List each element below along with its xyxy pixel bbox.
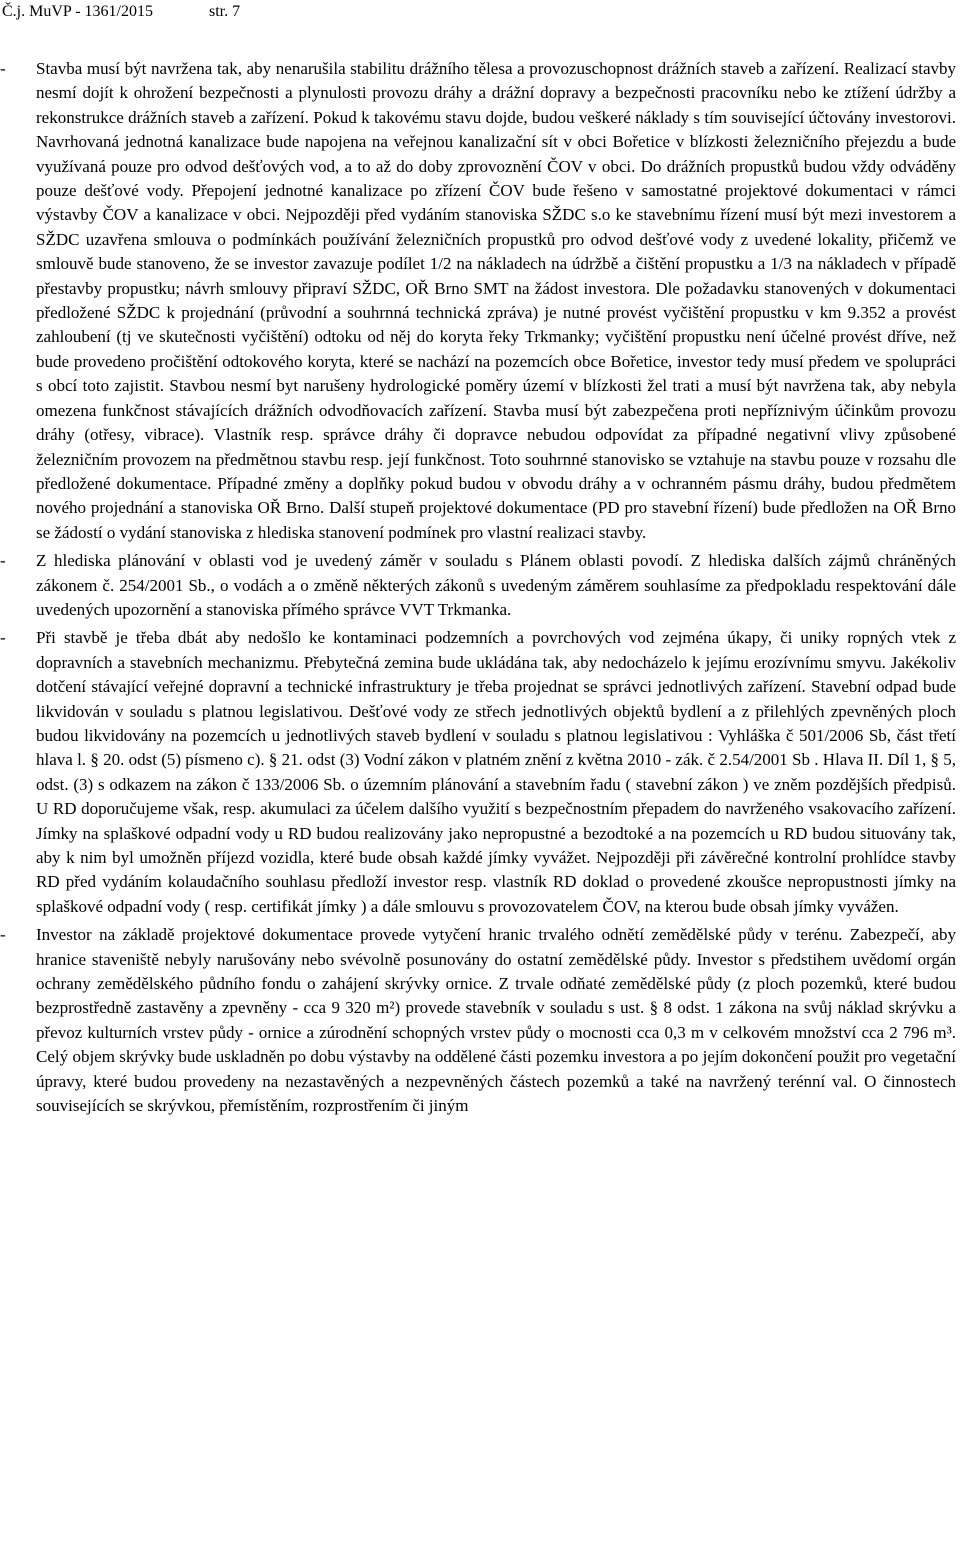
list-item xyxy=(0,923,960,1118)
list-item xyxy=(0,549,960,622)
page-number: str. 7 xyxy=(208,3,241,20)
paragraph: Investor na základě projektové dokumentace provede vytyčení hranic trvalého odnětí zemědělské půdy v terénu. Zabezpečí, aby hranice staveniště nebyly narušovány nebo svévolně posunovány do ostatní zemědělské půdy. Investor s předstihem uvědomí orgán ochrany zemědělského půdního fondu o zahájení skrývky ornice. Z trvale odňaté zemědělské půdy (z ploch pozemků, které budou bezprostředně zastavěny a zpevněny - cca 9 320 m²) provede stavebník v souladu s ust. § 8 odst. 1 zákona na svůj náklad skrývku a převoz kulturních vrstev půdy - ornice a zúrodnění schopných vrstev půdy o mocnosti cca 0,3 m v celkovém množství cca 2 796 m³. Celý objem skrývky bude uskladněn po dobu výstavby na oddělené části pozemku investora a po jejím dokončení použit pro vegetační úpravy, které budou provedeny na nezastavěných a nezpevněných částech pozemků a také na navržený terénní val. O činnostech souvisejících se skrývkou, přemístěním, rozprostřením či jiným xyxy=(36,925,956,1116)
page-header xyxy=(2,2,240,22)
list-item xyxy=(0,626,960,919)
paragraph: Při stavbě je třeba dbát aby nedošlo ke kontaminaci podzemních a povrchových vod zejména úkapy, či uniky ropných vtek z dopravních a stavebních mechanizmu. Přebytečná zemina bude ukládána tak, aby nedocházelo k jejímu erozívnímu smyvu. Jakékoliv dotčení stávající veřejné dopravní a technické infrastruktury je třeba projednat se správci jednotlivých zařízení. Stavební odpad bude likvidován v souladu s platnou legislativou. Dešťové vody ze střech jednotlivých objektů bydlení a z přilehlých zpevněných ploch budou likvidovány na pozemcích u jednotlivých staveb bydlení v souladu s platnou legislativou : Vyhláška č 501/2006 Sb, část třetí hlava l. § 20. odst (5) písmeno c). § 21. odst (3) Vodní zákon v platném znění z května 2010 - zák. č 2.54/2001 Sb . Hlava II. Díl 1, § 5, odst. (3) s odkazem na zákon č 133/2006 Sb. o územním plánování a stavebním řadu ( stavební zákon ) ve zněm pozdějších předpisů. U RD doporučujeme však, resp. akumulaci za účelem dalšího využití s bezpečnostním přepadem do navrženého vsakovacího zařízení. Jímky na splaškové odpadní vody u RD budou realizovány jako nepropustné a bezodtoké a na pozemcích u RD budou situovány tak, aby k nim byl umožněn příjezd vozidla, které bude obsah každé jímky vyvážet. Nejpozději při závěrečné kontrolní prohlídce stavby RD před vydáním kolaudačního souhlasu předloží investor resp. vlastník RD doklad o provedené zkoušce nepropustnosti jímky na splaškové odpadní vody ( resp. certifikát jímky ) a dále smlouvu s provozovatelem ČOV, na kterou bude obsah jímky vyvážen. xyxy=(36,628,956,916)
list-marker: - xyxy=(0,925,6,945)
document-reference: Č.j. MuVP - 1361/2015 xyxy=(2,3,153,20)
document-body xyxy=(0,57,960,1122)
list-marker: - xyxy=(0,551,6,571)
paragraph: Stavba musí být navržena tak, aby nenarušila stabilitu drážního tělesa a provozuschopnost drážních staveb a zařízení. Realizací stavby nesmí dojít k ohrožení bezpečnosti a plynulosti provozu dráhy a drážní dopravy a bezpečnosti pracovníku nebo ke ztížení údržby a rekonstrukce drážních staveb a zařízení. Pokud k takovému stavu dojde, budou veškeré náklady s tím související účtovány investorovi. Navrhovaná jednotná kanalizace bude napojena na veřejnou kanalizační sít v obci Bořetice v blízkosti železničního přejezdu a bude využívaná pouze pro odvod dešťových vod, a to až do doby zprovoznění ČOV v obci. Do drážních propustků budou vždy odváděny pouze dešťové vody. Přepojení jednotné kanalizace po zřízení ČOV bude řešeno v samostatné projektové dokumentaci v rámci výstavby ČOV a kanalizace v obci. Nejpozději před vydáním stanoviska SŽDC s.o ke stavebnímu řízení musí být mezi investorem a SŽDC uzavřena smlouva o podmínkách používání železničních propustků pro odvod dešťové vody z uvedené lokality, přičemž ve smlouvě bude stanoveno, že se investor zavazuje podílet 1/2 na nákladech na údržbě a čištění propustku a 1/3 na nákladech v případě přestavby propustku; návrh smlouvy připraví SŽDC, OŘ Brno SMT na žádost investora. Dle požadavku stanovených v dokumentaci předložené SŽDC k projednání (průvodní a souhrnná technická zpráva) je nutné provést vyčištění propustku v km 9.352 a provést zahloubení (tj ve skutečnosti vyčištění) odtoku od něj do koryta řeky Trkmanky; vyčištění propustku není účelné provést dříve, než bude provedeno pročištění odtokového koryta, které se nachází na pozemcích obce Bořetice, investor tedy musí předem ve spolupráci s obcí toto zajistit. Stavbou nesmí byt narušeny hydrologické poměry území v blízkosti žel trati a musí být navržena tak, aby nebyla omezena funkčnost stávajících drážních odvodňovacích zařízení. Stavba musí být zabezpečena proti nepříznivým účinkům provozu dráhy (otřesy, vibrace). Vlastník resp. správce dráhy či dopravce nebudou odpovídat za případné negativní vlivy způsobené železničním provozem na předmětnou stavbu resp. její funkčnost. Toto souhrnné stanovisko se vztahuje na stavbu pouze v rozsahu dle předložené dokumentace. Případné změny a doplňky pokud budou v obvodu dráhy a v ochranném pásmu dráhy, budou předmětem nového projednání a stanoviska OŘ Brno. Další stupeň projektové dokumentace (PD pro stavební řízení) bude předložen na OŘ Brno se žádostí o vydání stanoviska z hlediska stanovení podmínek pro vlastní realizaci stavby. xyxy=(36,59,956,542)
list-marker: - xyxy=(0,59,6,78)
paragraph: Z hlediska plánování v oblasti vod je uvedený záměr v souladu s Plánem oblasti povodí. Z hlediska dalších zájmů chráněných zákonem č. 254/2001 Sb., o vodách a o změně některých zákonů s uvedeným záměrem souhlasíme za předpokladu respektování dále uvedených upozornění a stanoviska přímého správce VVT Trkmanka. xyxy=(36,551,956,619)
list-item xyxy=(0,57,960,545)
list-marker: - xyxy=(0,628,6,648)
